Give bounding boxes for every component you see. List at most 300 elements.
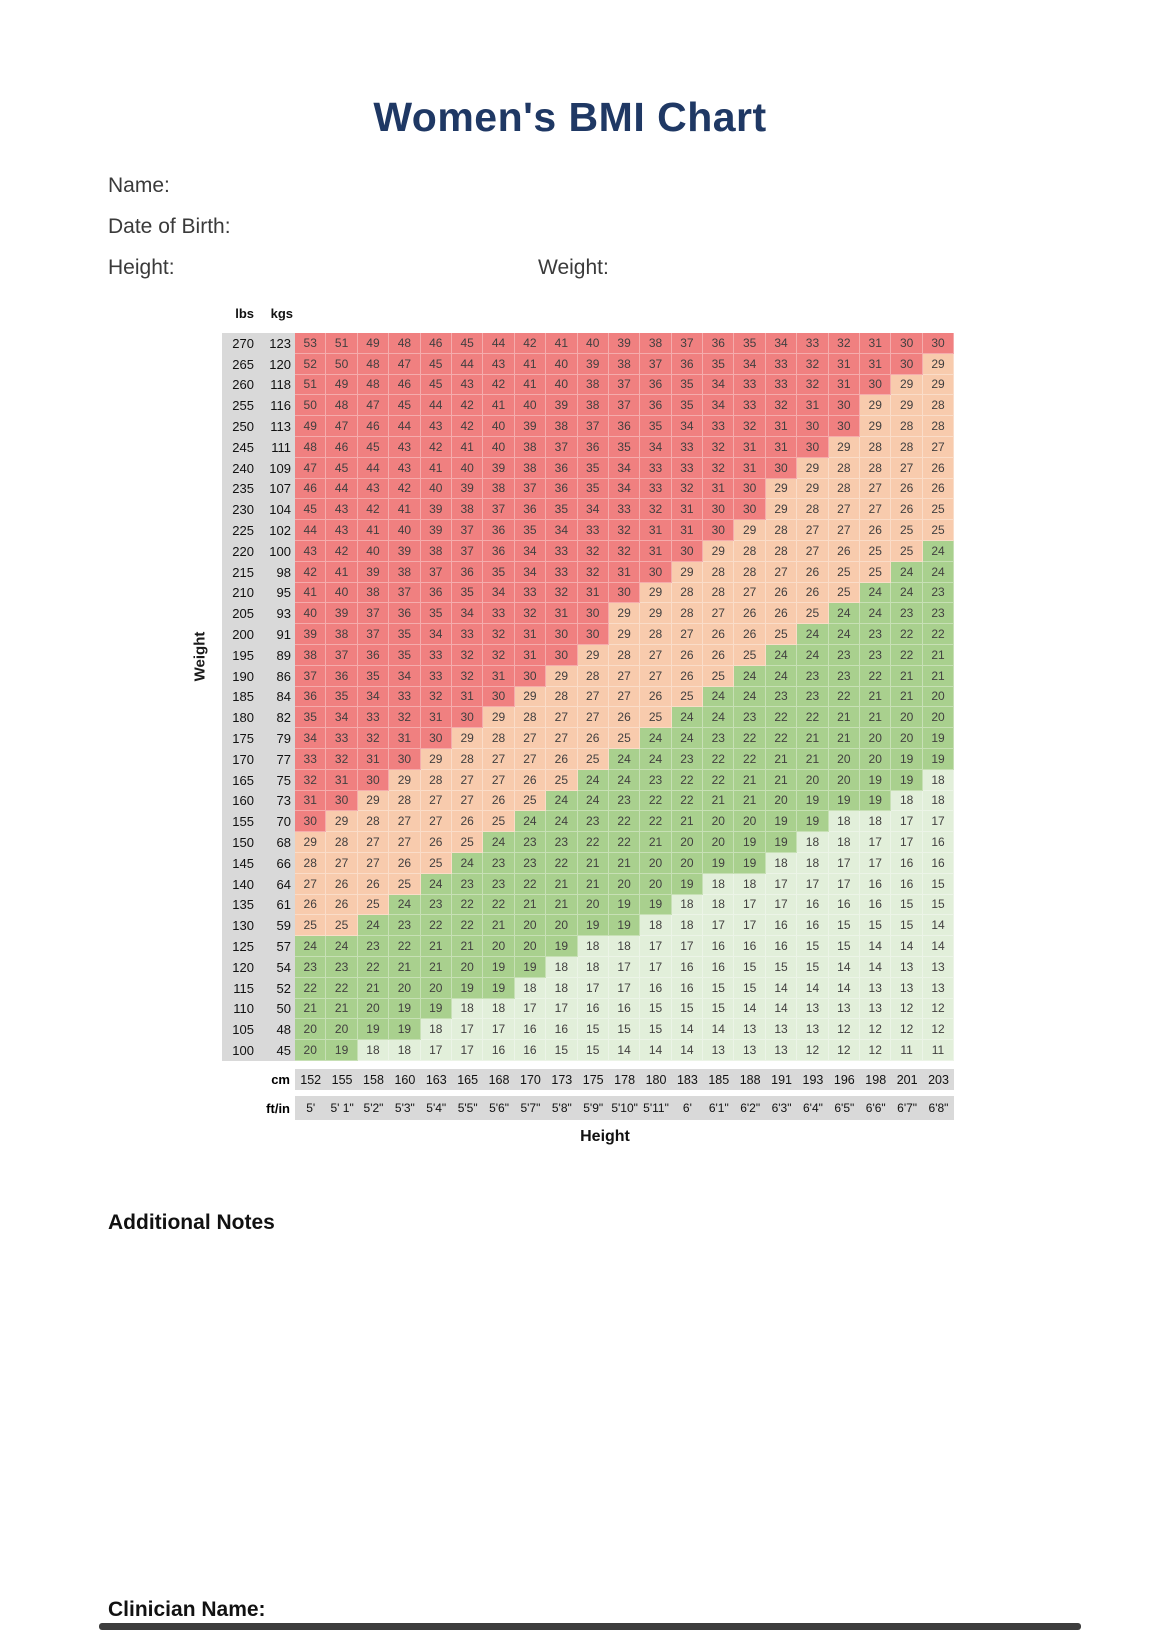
bmi-cell: 32 (672, 479, 703, 500)
bmi-cell: 12 (860, 1019, 891, 1040)
bmi-cell: 35 (421, 603, 452, 624)
weight-axis-label: Weight (191, 631, 209, 682)
bmi-cell: 22 (734, 749, 765, 770)
weight-kgs-value: 104 (258, 499, 295, 520)
bmi-cell: 35 (609, 437, 640, 458)
bmi-cell: 44 (421, 395, 452, 416)
bmi-cell: 16 (891, 874, 922, 895)
bmi-cell: 16 (734, 936, 765, 957)
weight-kgs-value: 86 (258, 666, 295, 687)
bmi-cell: 15 (609, 1019, 640, 1040)
bmi-cell: 29 (923, 375, 954, 396)
height-ftin-value: 5'2" (358, 1096, 389, 1120)
bmi-cell: 34 (452, 603, 483, 624)
bmi-cell: 40 (421, 479, 452, 500)
bmi-cell: 33 (389, 687, 420, 708)
bmi-cell: 22 (891, 645, 922, 666)
bmi-cell: 21 (295, 999, 326, 1020)
bmi-cell: 14 (672, 1019, 703, 1040)
bmi-cell: 33 (703, 416, 734, 437)
bmi-cell: 26 (389, 853, 420, 874)
weight-kgs-value: 59 (258, 915, 295, 936)
weight-lbs-value: 245 (222, 437, 258, 458)
bmi-cell: 27 (421, 791, 452, 812)
bmi-cell: 31 (860, 333, 891, 354)
bmi-cell: 32 (829, 333, 860, 354)
bmi-cell: 34 (640, 437, 671, 458)
bmi-cell: 40 (326, 583, 357, 604)
bmi-cell: 23 (326, 957, 357, 978)
bmi-cell: 35 (389, 645, 420, 666)
bmi-cell: 30 (703, 499, 734, 520)
bmi-cell: 23 (483, 853, 514, 874)
bmi-cell: 42 (326, 541, 357, 562)
bmi-cell: 33 (766, 375, 797, 396)
bmi-cell: 38 (452, 499, 483, 520)
bmi-cell: 28 (766, 520, 797, 541)
bmi-cell: 30 (829, 395, 860, 416)
bmi-cell: 18 (734, 874, 765, 895)
bmi-cell: 29 (766, 479, 797, 500)
bmi-cell: 15 (891, 915, 922, 936)
bmi-cell: 31 (421, 707, 452, 728)
weight-lbs-value: 110 (222, 999, 258, 1020)
weight-kgs-value: 116 (258, 395, 295, 416)
bmi-cell: 36 (609, 416, 640, 437)
bmi-cell: 15 (703, 999, 734, 1020)
weight-kgs-value: 48 (258, 1019, 295, 1040)
weight-lbs-value: 265 (222, 354, 258, 375)
bmi-cell: 40 (452, 458, 483, 479)
bmi-cell: 18 (829, 811, 860, 832)
bmi-cell: 19 (483, 957, 514, 978)
weight-lbs-value: 195 (222, 645, 258, 666)
bmi-cell: 32 (640, 499, 671, 520)
height-ftin-value: 6'6" (860, 1096, 891, 1120)
bmi-cell: 20 (609, 874, 640, 895)
bmi-cell: 43 (358, 479, 389, 500)
bmi-cell: 25 (421, 853, 452, 874)
bmi-cell: 14 (923, 915, 954, 936)
bmi-cell: 31 (703, 479, 734, 500)
bmi-cell: 28 (829, 479, 860, 500)
bmi-cell: 35 (483, 562, 514, 583)
bmi-cell: 34 (734, 354, 765, 375)
bmi-cell: 26 (421, 832, 452, 853)
bmi-cell: 39 (389, 541, 420, 562)
bmi-cell: 33 (421, 666, 452, 687)
bmi-cell: 30 (672, 541, 703, 562)
bmi-cell: 29 (578, 645, 609, 666)
bmi-cell: 30 (326, 791, 357, 812)
bmi-cell: 22 (389, 936, 420, 957)
bmi-cell: 16 (483, 1040, 514, 1061)
bmi-cell: 18 (672, 895, 703, 916)
ftin-row-label: ft/in (222, 1096, 295, 1120)
bmi-cell: 30 (358, 770, 389, 791)
bmi-cell: 17 (609, 957, 640, 978)
bmi-cell: 29 (703, 541, 734, 562)
weight-lbs-value: 155 (222, 811, 258, 832)
height-ftin-value: 5'7" (515, 1096, 546, 1120)
bmi-cell: 19 (703, 853, 734, 874)
bmi-cell: 29 (609, 624, 640, 645)
weight-field-label: Weight: (538, 256, 609, 279)
bmi-cell: 31 (640, 520, 671, 541)
bmi-cell: 40 (483, 416, 514, 437)
bmi-cell: 46 (326, 437, 357, 458)
bmi-cell: 28 (797, 499, 828, 520)
bmi-cell: 34 (515, 562, 546, 583)
bmi-cell: 30 (578, 603, 609, 624)
bmi-cell: 29 (295, 832, 326, 853)
height-ftin-value: 5'11" (640, 1096, 671, 1120)
bmi-cell: 35 (734, 333, 765, 354)
bmi-cell: 31 (326, 770, 357, 791)
bmi-cell: 40 (515, 395, 546, 416)
bmi-cell: 44 (358, 458, 389, 479)
bmi-cell: 24 (578, 791, 609, 812)
bmi-cell: 18 (452, 999, 483, 1020)
bmi-cell: 24 (734, 687, 765, 708)
bmi-cell: 40 (546, 375, 577, 396)
bmi-cell: 18 (640, 915, 671, 936)
bmi-cell: 32 (295, 770, 326, 791)
bmi-cell: 27 (640, 666, 671, 687)
weight-kgs-value: 93 (258, 603, 295, 624)
bmi-cell: 24 (797, 624, 828, 645)
weight-kgs-value: 109 (258, 458, 295, 479)
bmi-cell: 36 (515, 499, 546, 520)
bmi-cell: 19 (923, 728, 954, 749)
bmi-cell: 28 (672, 583, 703, 604)
bmi-cell: 23 (578, 811, 609, 832)
bmi-cell: 25 (358, 895, 389, 916)
bmi-cell: 28 (703, 583, 734, 604)
bmi-cell: 28 (483, 728, 514, 749)
bmi-cell: 38 (326, 624, 357, 645)
bmi-cell: 29 (326, 811, 357, 832)
bmi-cell: 17 (640, 936, 671, 957)
bmi-cell: 16 (891, 853, 922, 874)
bmi-cell: 24 (609, 749, 640, 770)
bmi-cell: 39 (326, 603, 357, 624)
bmi-cell: 20 (891, 707, 922, 728)
bmi-cell: 22 (452, 895, 483, 916)
bmi-cell: 14 (891, 936, 922, 957)
bmi-cell: 48 (358, 354, 389, 375)
bmi-cell: 19 (829, 791, 860, 812)
bmi-cell: 37 (452, 541, 483, 562)
bmi-cell: 39 (295, 624, 326, 645)
weight-kgs-value: 73 (258, 791, 295, 812)
height-cm-value: 201 (891, 1069, 922, 1090)
weight-kgs-value: 84 (258, 687, 295, 708)
bmi-cell: 16 (578, 999, 609, 1020)
weight-kgs-value: 52 (258, 978, 295, 999)
bmi-cell: 17 (421, 1040, 452, 1061)
dob-field-label: Date of Birth: (108, 215, 231, 238)
bmi-cell: 15 (703, 978, 734, 999)
bmi-cell: 45 (389, 395, 420, 416)
bmi-cell: 37 (483, 499, 514, 520)
height-cm-value: 183 (672, 1069, 703, 1090)
bmi-cell: 33 (546, 541, 577, 562)
bmi-cell: 29 (421, 749, 452, 770)
bmi-cell: 17 (640, 957, 671, 978)
weight-kgs-value: 98 (258, 562, 295, 583)
bmi-cell: 21 (578, 853, 609, 874)
bmi-cell: 20 (546, 915, 577, 936)
name-field-label: Name: (108, 174, 170, 197)
height-cm-value: 196 (829, 1069, 860, 1090)
bmi-cell: 46 (389, 375, 420, 396)
bmi-cell: 25 (452, 832, 483, 853)
bmi-cell: 18 (515, 978, 546, 999)
bmi-cell: 23 (860, 645, 891, 666)
bmi-cell: 32 (483, 645, 514, 666)
bmi-cell: 27 (515, 749, 546, 770)
bmi-cell: 28 (326, 832, 357, 853)
bmi-cell: 25 (829, 562, 860, 583)
bmi-cell: 42 (358, 499, 389, 520)
bmi-cell: 43 (421, 416, 452, 437)
height-cm-value: 191 (766, 1069, 797, 1090)
bmi-cell: 13 (734, 1040, 765, 1061)
bmi-cell: 24 (295, 936, 326, 957)
bmi-cell: 24 (766, 645, 797, 666)
bmi-cell: 27 (483, 770, 514, 791)
bmi-cell: 27 (452, 791, 483, 812)
bmi-cell: 20 (421, 978, 452, 999)
bmi-cell: 33 (452, 624, 483, 645)
bmi-cell: 22 (358, 957, 389, 978)
height-cm-row (222, 1069, 954, 1090)
bmi-cell: 34 (483, 583, 514, 604)
bmi-cell: 15 (860, 915, 891, 936)
bmi-cell: 20 (923, 707, 954, 728)
bmi-cell: 44 (452, 354, 483, 375)
bmi-cell: 39 (358, 562, 389, 583)
bmi-cell: 24 (546, 791, 577, 812)
bmi-cell: 37 (326, 645, 357, 666)
bmi-cell: 25 (860, 541, 891, 562)
bmi-cell: 28 (860, 437, 891, 458)
bmi-cell: 23 (515, 853, 546, 874)
bmi-cell: 19 (860, 791, 891, 812)
bmi-cell: 40 (295, 603, 326, 624)
bmi-cell: 12 (891, 999, 922, 1020)
bmi-cell: 36 (640, 375, 671, 396)
bmi-cell: 24 (326, 936, 357, 957)
bmi-cell: 33 (734, 395, 765, 416)
bmi-cell: 21 (421, 936, 452, 957)
bmi-cell: 13 (734, 1019, 765, 1040)
height-cm-value: 193 (797, 1069, 828, 1090)
bmi-cell: 21 (609, 853, 640, 874)
bmi-cell: 42 (483, 375, 514, 396)
height-cm-value: 175 (578, 1069, 609, 1090)
bmi-cell: 39 (421, 520, 452, 541)
bmi-cell: 26 (860, 520, 891, 541)
bmi-cell: 21 (421, 957, 452, 978)
bmi-cell: 23 (923, 603, 954, 624)
weight-lbs-value: 105 (222, 1019, 258, 1040)
bmi-cell: 16 (609, 999, 640, 1020)
bmi-cell: 33 (797, 333, 828, 354)
bmi-cell: 21 (923, 645, 954, 666)
bmi-cell: 26 (609, 707, 640, 728)
bmi-cell: 25 (797, 603, 828, 624)
weight-kgs-value: 123 (258, 333, 295, 354)
weight-lbs-value: 140 (222, 874, 258, 895)
bmi-cell: 35 (295, 707, 326, 728)
bmi-cell: 21 (891, 666, 922, 687)
bmi-cell: 41 (515, 354, 546, 375)
bmi-cell: 35 (578, 479, 609, 500)
height-cm-value: 188 (734, 1069, 765, 1090)
bmi-cell: 16 (860, 895, 891, 916)
bmi-cell: 20 (672, 853, 703, 874)
bmi-cell: 19 (609, 915, 640, 936)
bmi-cell: 37 (609, 375, 640, 396)
bmi-cell: 24 (640, 749, 671, 770)
bmi-cell: 23 (829, 666, 860, 687)
bmi-cell: 19 (891, 770, 922, 791)
bmi-cell: 24 (860, 603, 891, 624)
bmi-cell: 51 (326, 333, 357, 354)
bmi-cell: 22 (609, 832, 640, 853)
bmi-cell: 14 (734, 999, 765, 1020)
bmi-cell: 22 (923, 624, 954, 645)
bmi-cell: 41 (483, 395, 514, 416)
bmi-cell: 37 (546, 437, 577, 458)
bmi-cell: 20 (860, 749, 891, 770)
bmi-cell: 31 (640, 541, 671, 562)
bmi-cell: 21 (734, 791, 765, 812)
weight-kgs-value: 82 (258, 707, 295, 728)
bmi-cell: 22 (766, 707, 797, 728)
bmi-cell: 19 (734, 832, 765, 853)
weight-lbs-value: 255 (222, 395, 258, 416)
weight-lbs-value: 270 (222, 333, 258, 354)
bmi-cell: 31 (515, 645, 546, 666)
bmi-cell: 18 (860, 811, 891, 832)
bmi-cell: 27 (672, 624, 703, 645)
bmi-cell: 25 (860, 562, 891, 583)
bmi-cell: 18 (421, 1019, 452, 1040)
bmi-cell: 35 (703, 354, 734, 375)
bmi-cell: 22 (891, 624, 922, 645)
page-bottom-bar (99, 1623, 1081, 1630)
bmi-cell: 35 (672, 395, 703, 416)
weight-kgs-value: 113 (258, 416, 295, 437)
bmi-cell: 17 (703, 915, 734, 936)
bmi-cell: 27 (389, 832, 420, 853)
bmi-cell: 53 (295, 333, 326, 354)
bmi-cell: 17 (766, 895, 797, 916)
bmi-cell: 49 (326, 375, 357, 396)
bmi-cell: 31 (452, 687, 483, 708)
bmi-cell: 22 (672, 791, 703, 812)
bmi-cell: 26 (703, 645, 734, 666)
bmi-cell: 28 (829, 458, 860, 479)
bmi-cell: 24 (421, 874, 452, 895)
bmi-cell: 31 (860, 354, 891, 375)
bmi-cell: 13 (797, 999, 828, 1020)
bmi-cell: 19 (389, 1019, 420, 1040)
bmi-cell: 18 (766, 853, 797, 874)
bmi-cell: 35 (672, 375, 703, 396)
bmi-cell: 13 (891, 978, 922, 999)
bmi-cell: 20 (483, 936, 514, 957)
bmi-cell: 41 (295, 583, 326, 604)
bmi-cell: 27 (546, 707, 577, 728)
height-cm-value: 165 (452, 1069, 483, 1090)
bmi-cell: 19 (578, 915, 609, 936)
bmi-cell: 25 (483, 811, 514, 832)
bmi-cell: 22 (578, 832, 609, 853)
bmi-cell: 12 (797, 1040, 828, 1061)
bmi-cell: 29 (483, 707, 514, 728)
weight-kgs-value: 100 (258, 541, 295, 562)
bmi-cell: 11 (891, 1040, 922, 1061)
bmi-cell: 30 (797, 437, 828, 458)
bmi-cell: 37 (389, 583, 420, 604)
bmi-cell: 24 (609, 770, 640, 791)
bmi-cell: 24 (640, 728, 671, 749)
height-ftin-value: 6'8" (923, 1096, 954, 1120)
bmi-cell: 21 (672, 811, 703, 832)
bmi-cell: 27 (640, 645, 671, 666)
bmi-cell: 17 (452, 1019, 483, 1040)
bmi-cell: 45 (326, 458, 357, 479)
bmi-cell: 42 (452, 416, 483, 437)
bmi-cell: 27 (515, 728, 546, 749)
bmi-cell: 27 (829, 520, 860, 541)
bmi-cell: 14 (797, 978, 828, 999)
bmi-cell: 33 (358, 707, 389, 728)
bmi-cell: 36 (483, 541, 514, 562)
bmi-cell: 32 (326, 749, 357, 770)
bmi-cell: 29 (797, 458, 828, 479)
bmi-cell: 26 (829, 541, 860, 562)
weight-lbs-value: 145 (222, 853, 258, 874)
bmi-cell: 13 (860, 978, 891, 999)
bmi-cell: 20 (640, 874, 671, 895)
bmi-cell: 20 (672, 832, 703, 853)
bmi-cell: 28 (923, 416, 954, 437)
bmi-cell: 24 (766, 666, 797, 687)
height-cm-value: 185 (703, 1069, 734, 1090)
bmi-cell: 47 (295, 458, 326, 479)
bmi-cell: 20 (923, 687, 954, 708)
bmi-cell: 37 (358, 603, 389, 624)
bmi-cell: 31 (766, 416, 797, 437)
bmi-cell: 18 (797, 832, 828, 853)
bmi-cell: 28 (703, 562, 734, 583)
bmi-cell: 22 (515, 874, 546, 895)
bmi-cell: 19 (766, 832, 797, 853)
bmi-cell: 46 (421, 333, 452, 354)
bmi-cell: 23 (703, 728, 734, 749)
bmi-cell: 12 (891, 1019, 922, 1040)
bmi-cell: 39 (609, 333, 640, 354)
bmi-cell: 15 (578, 1019, 609, 1040)
bmi-cell: 29 (829, 437, 860, 458)
bmi-cell: 17 (515, 999, 546, 1020)
bmi-cell: 36 (672, 354, 703, 375)
